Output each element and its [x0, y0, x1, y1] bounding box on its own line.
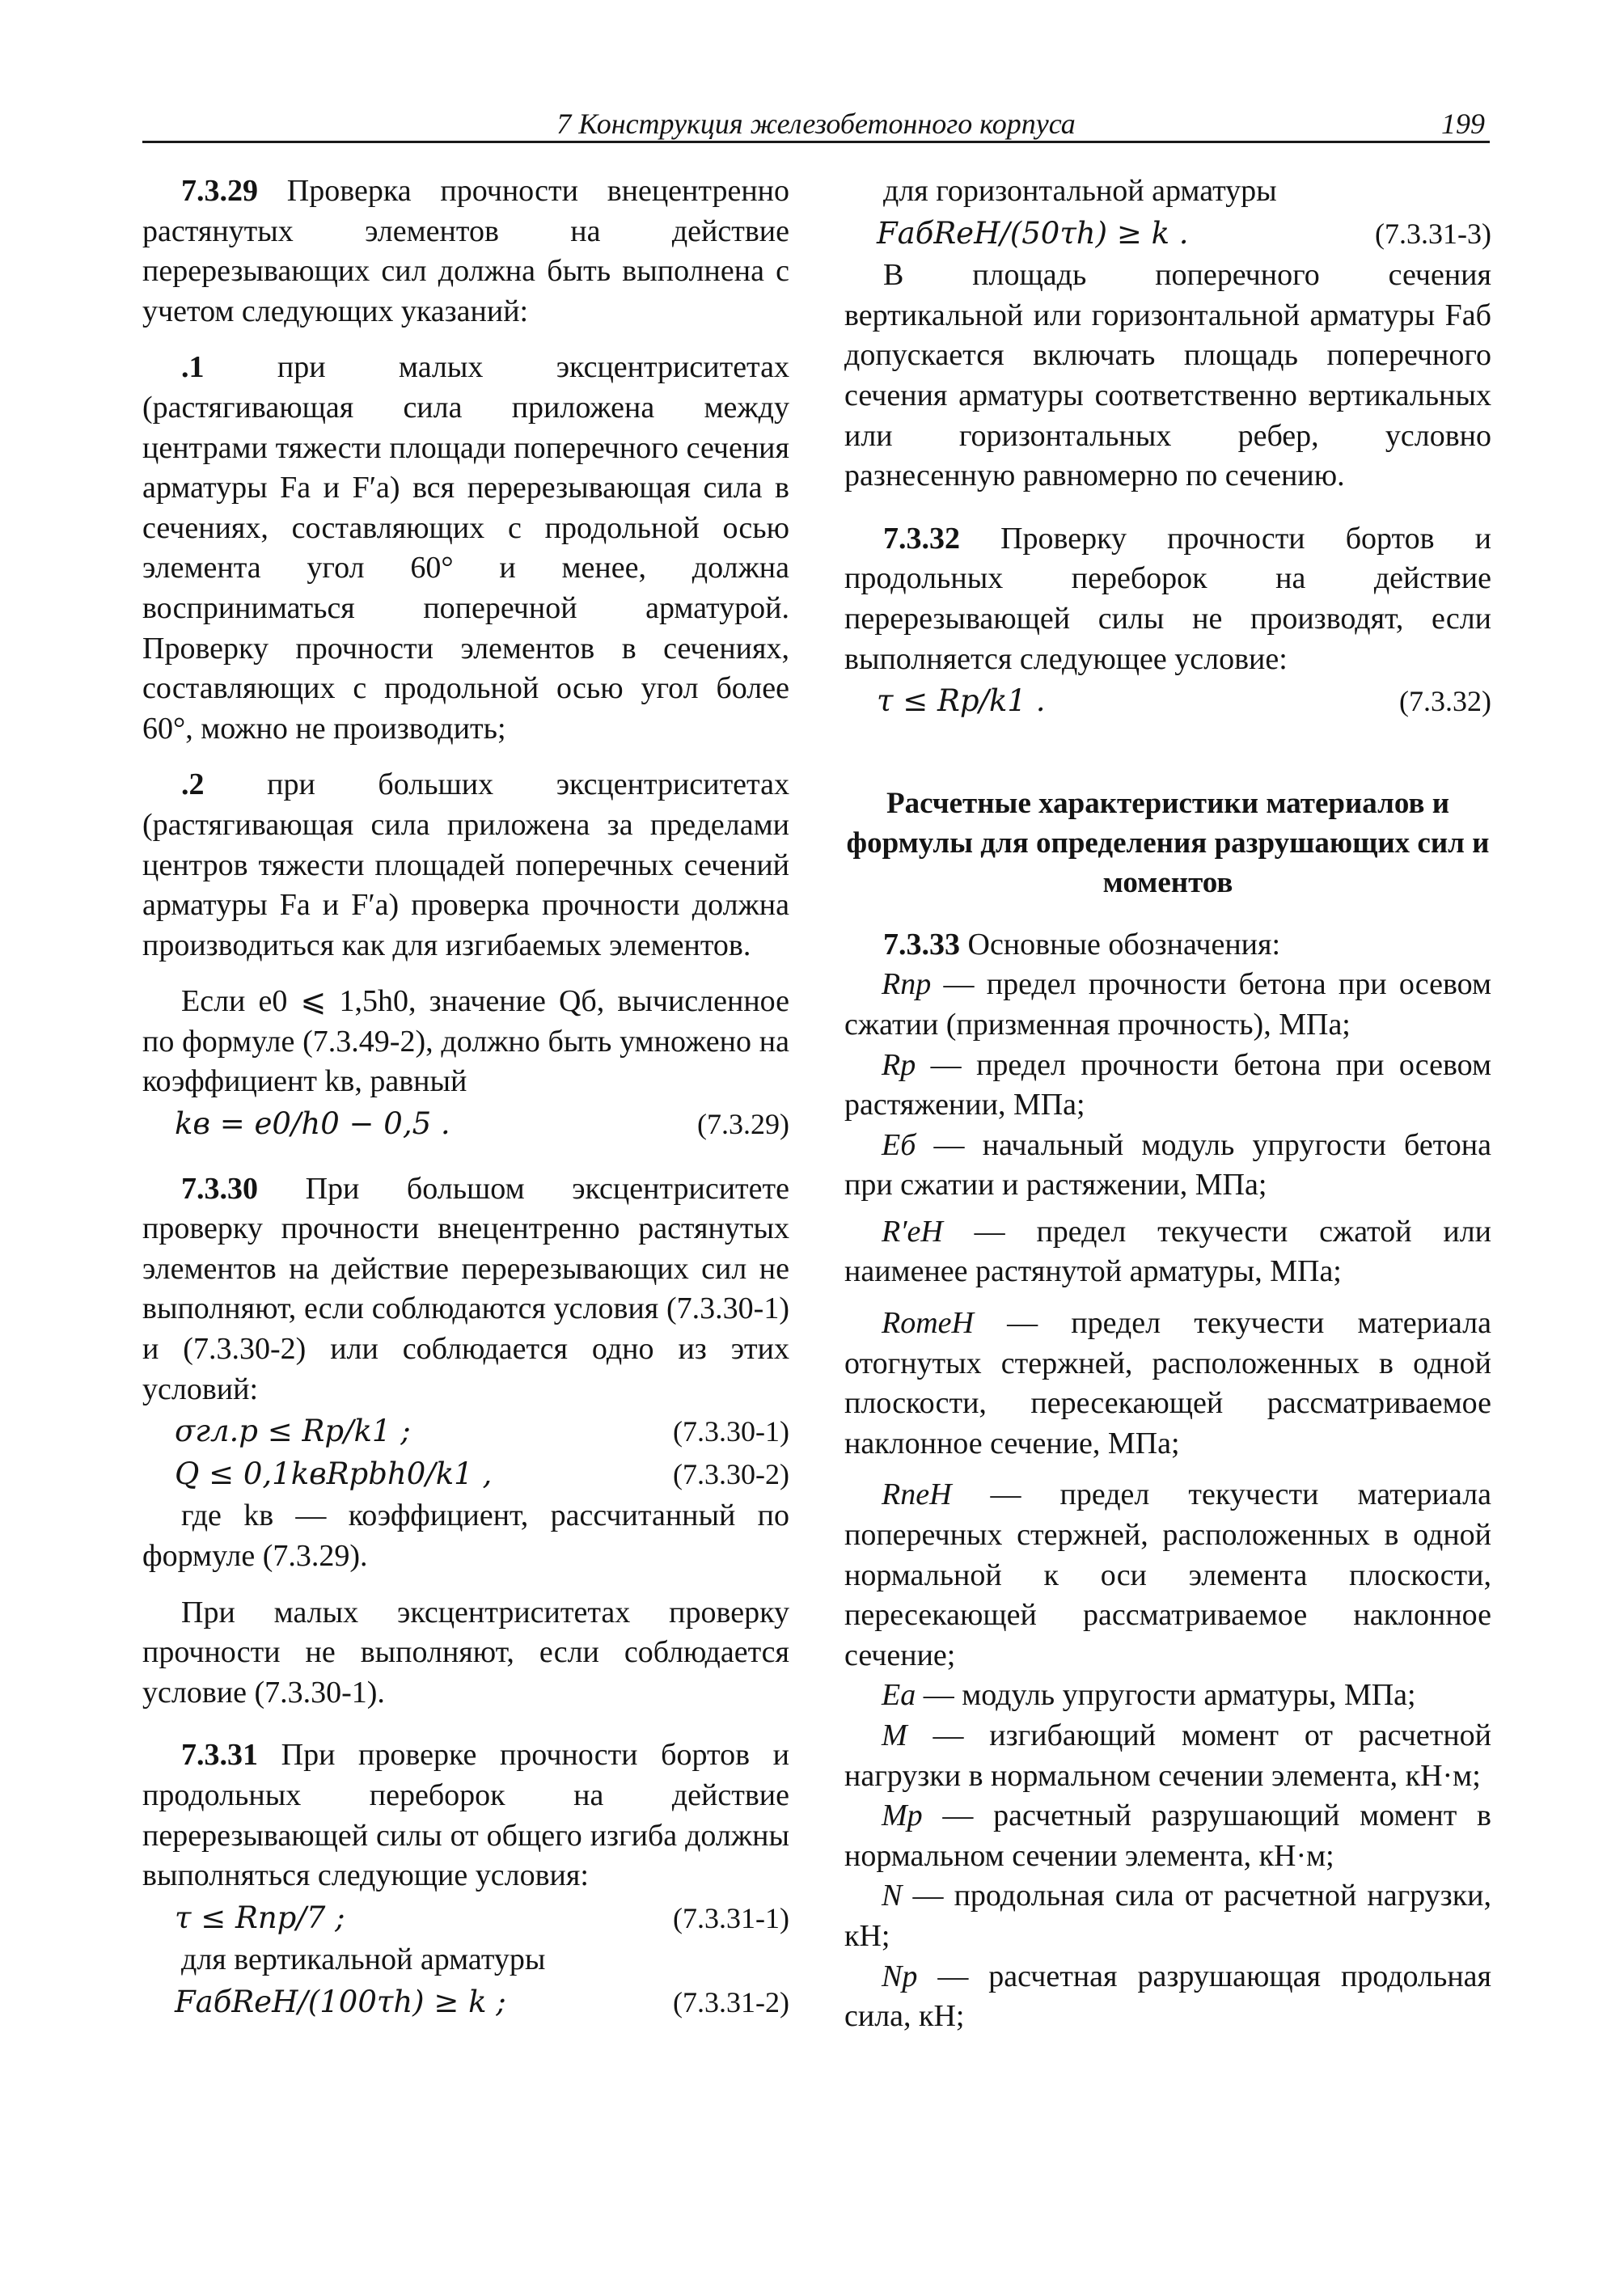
formula-number: (7.3.31-2) — [673, 1985, 789, 2018]
definition-item — [844, 1212, 1491, 1292]
formula-expression: σгл.р ≤ Rр/k1 ; — [175, 1414, 411, 1449]
formula-7-3-29 — [142, 1104, 789, 1145]
item-number: .1 — [181, 350, 205, 385]
paragraph-text: при больших эксцентриситетах (растягивающая сила приложена за пределами центров тяжести площадей поперечных сечений арматуры Fа и F′а) проверка прочности должна производиться как для изгибаемых элементов. — [142, 767, 789, 962]
page-number: 199 — [1441, 108, 1485, 140]
definition-text: — предел текучести материала поперечных стержней, расположенных в одной нормальной к оси элемента плоскости, пересекающей рассматриваемое наклонное сечение; — [844, 1477, 1491, 1672]
section-heading: Расчетные характеристики материалов и формулы для определения разрушающих сил и моментов — [846, 786, 1490, 899]
definition-symbol: RотeН — [882, 1306, 974, 1341]
definition-text: — расчетный разрушающий момент в нормальном сечении элемента, кН·м; — [844, 1799, 1491, 1873]
running-header-title: 7 Конструкция железобетонного корпуса — [556, 108, 1076, 140]
paragraph-cross-section-area: В площадь поперечного сечения вертикальной или горизонтальной арматуры Fаб допускается включать площадь поперечного сечения арматуры соответственно вертикальных или горизонтальных ребер, условно разнесенную равномерно по сечению. — [844, 258, 1491, 493]
paragraph-horizontal-reinforcement: для горизонтальной арматуры — [883, 174, 1277, 208]
definition-symbol: Eб — [882, 1127, 916, 1162]
formula-expression: FабReН/(100τh) ≥ k ; — [175, 1984, 506, 2019]
paragraph-text: При проверке прочности бортов и продольных переборок на действие перерезывающей силы от общего изгиба должны выполняться следующие условия: — [142, 1738, 789, 1893]
formula-7-3-31-1 — [142, 1898, 789, 1939]
formula-expression: τ ≤ Rр/k1 . — [877, 683, 1046, 719]
definition-item — [844, 1475, 1491, 1676]
paragraph-condition: Если e0 ⩽ 1,5h0, значение Qб, вычисленное по формуле (7.3.49-2), должно быть умножено на коэффициент kв, равный — [142, 984, 789, 1099]
paragraph-small-eccentricity: При малых эксцентриситетах проверку прочности не выполняют, если соблюдается условие (7.3.30-1). — [142, 1595, 789, 1710]
definition-symbol: Eа — [882, 1678, 916, 1713]
paragraph-text: Основные обозначения: — [960, 927, 1281, 962]
definition-item — [844, 1876, 1491, 1956]
definition-item — [844, 1676, 1491, 1716]
right-column — [844, 171, 1491, 2037]
definition-symbol: Nр — [882, 1959, 918, 1993]
item-2 — [142, 765, 789, 966]
formula-7-3-31-2 — [142, 1982, 789, 2023]
definition-text: — предел текучести сжатой или наименее растянутой арматуры, МПа; — [844, 1214, 1491, 1289]
paragraph-text: при малых эксцентриситетах (растягивающая сила приложена между центрами тяжести площади поперечного сечения арматуры Fа и F′а) вся перерезывающая сила в сечениях, составляющих с продольной осью элемента угол 60° и менее, должна восприниматься поперечной арматурой. Проверку прочности элементов в сечениях, составляющих с продольной осью угол более 60°, можно не производить; — [142, 350, 789, 746]
running-header — [142, 104, 1490, 143]
paragraph-text: При большом эксцентриситете проверку прочности внецентренно растянутых элементов на действие перерезывающих сил не выполняют, если соблюдаются условия (7.3.30-1) и (7.3.30-2) или соблюдается одно из этих условий: — [142, 1171, 789, 1406]
section-7-3-33 — [844, 925, 1491, 966]
definition-item — [844, 1126, 1491, 1206]
formula-7-3-30-1 — [142, 1411, 789, 1452]
definition-symbol: M — [882, 1718, 907, 1752]
paragraph-where: где kв — коэффициент, рассчитанный по формуле (7.3.29). — [142, 1498, 789, 1573]
formula-expression: τ ≤ Rпр/7 ; — [175, 1900, 345, 1935]
definition-item — [844, 1304, 1491, 1464]
formula-7-3-30-2 — [142, 1454, 789, 1495]
section-7-3-31 — [142, 1735, 789, 1896]
definition-text: — модуль упругости арматуры, МПа; — [916, 1678, 1416, 1713]
section-number: 7.3.33 — [883, 927, 960, 962]
formula-expression: FабReН/(50τh) ≥ k . — [877, 215, 1189, 251]
definition-symbol: N — [882, 1879, 903, 1913]
definition-symbol: Mр — [882, 1799, 923, 1833]
formula-number: (7.3.30-2) — [673, 1457, 789, 1490]
definition-item — [844, 1796, 1491, 1876]
definition-text: — предел прочности бетона при осевом сжатии (призменная прочность), МПа; — [844, 967, 1491, 1042]
paragraph-vertical-reinforcement: для вертикальной арматуры — [181, 1942, 546, 1977]
definition-symbol: Rпр — [882, 967, 932, 1002]
formula-number: (7.3.32) — [1399, 685, 1491, 718]
paragraph-text: Проверку прочности бортов и продольных переборок на действие перерезывающей силы не производят, если выполняется следующее условие: — [844, 521, 1491, 676]
section-7-3-30 — [142, 1169, 789, 1410]
formula-number: (7.3.31-3) — [1375, 217, 1491, 250]
definition-symbol: R′eН — [882, 1214, 943, 1249]
definition-text: — предел прочности бетона при осевом растяжении, МПа; — [844, 1047, 1491, 1122]
formula-7-3-32 — [844, 681, 1491, 722]
definition-item — [844, 965, 1491, 1045]
definition-symbol: Rр — [882, 1047, 916, 1082]
definition-text: — начальный модуль упругости бетона при сжатии и растяжении, МПа; — [844, 1127, 1491, 1203]
section-7-3-29 — [142, 171, 789, 332]
section-number: 7.3.32 — [883, 521, 960, 556]
left-column — [142, 171, 789, 2025]
formula-number: (7.3.31-1) — [673, 1901, 789, 1934]
formula-7-3-31-3 — [844, 213, 1491, 255]
item-1 — [142, 348, 789, 749]
section-number: 7.3.29 — [181, 174, 258, 208]
definition-item — [844, 1957, 1491, 2037]
definition-text: — предел текучести материала отогнутых стержней, расположенных в одной плоскости, пересекающей рассматриваемое наклонное сечение, МПа; — [844, 1306, 1491, 1460]
item-number: .2 — [181, 767, 205, 802]
definition-text: — изгибающий момент от расчетной нагрузки в нормальном сечении элемента, кН·м; — [844, 1718, 1491, 1793]
section-7-3-32 — [844, 519, 1491, 679]
formula-expression: kв = e0/h0 − 0,5 . — [175, 1106, 450, 1142]
formula-number: (7.3.30-1) — [673, 1415, 789, 1448]
section-number: 7.3.30 — [181, 1171, 258, 1206]
definition-item — [844, 1716, 1491, 1796]
section-number: 7.3.31 — [181, 1738, 258, 1773]
formula-number: (7.3.29) — [697, 1108, 789, 1141]
definition-item — [844, 1046, 1491, 1126]
formula-expression: Q ≤ 0,1kвRрbh0/k1 , — [175, 1456, 493, 1491]
definition-text: — расчетная разрушающая продольная сила, кН; — [844, 1959, 1491, 2034]
definition-symbol: RпeН — [882, 1477, 952, 1512]
definitions-list — [844, 965, 1491, 2036]
definition-text: — продольная сила от расчетной нагрузки, кН; — [844, 1879, 1491, 1953]
paragraph-text: Проверка прочности внецентренно растянутых элементов на действие перерезывающих сил должна быть выполнена с учетом следующих указаний: — [142, 174, 789, 328]
